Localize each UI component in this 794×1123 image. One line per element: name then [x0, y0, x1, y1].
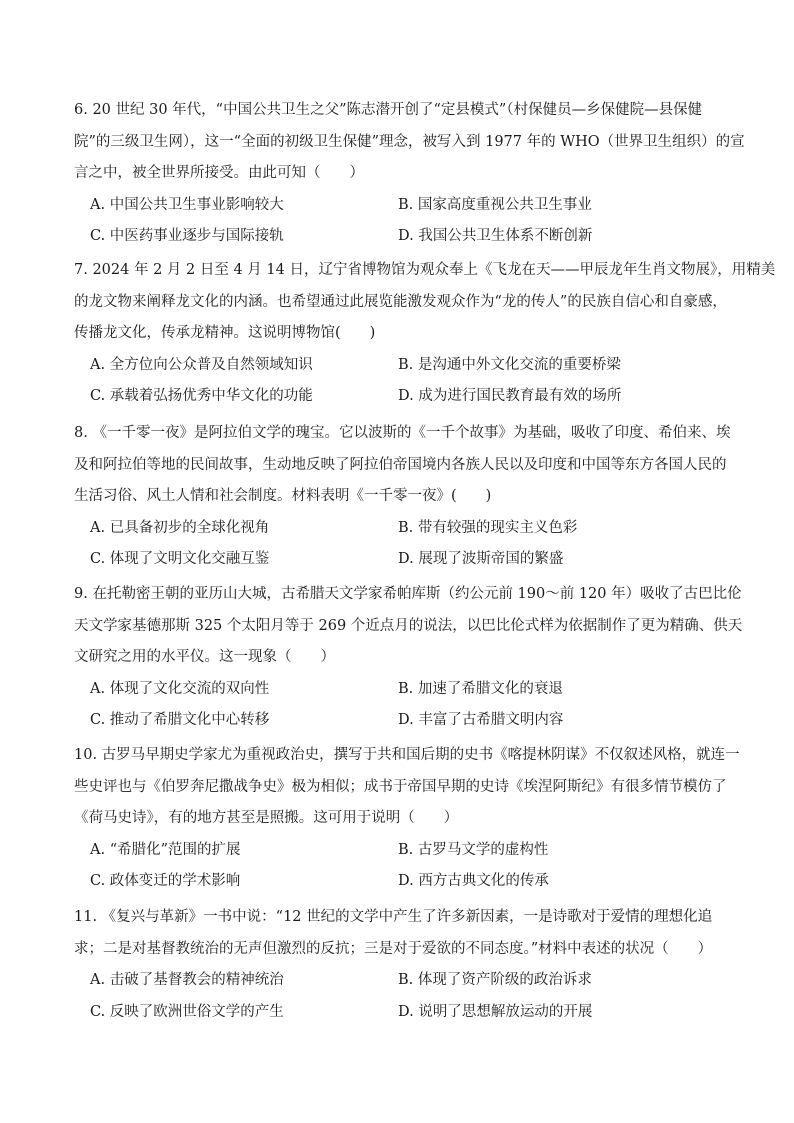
- option-d: D. 展现了波斯帝国的繁盛: [398, 551, 564, 567]
- option-b: B. 带有较强的现实主义色彩: [398, 519, 578, 536]
- question-8: [74, 418, 731, 576]
- option-c: C. 推动了希腊文化中心转移: [90, 712, 270, 728]
- question-text-line: 10. 古罗马早期史学家尤为重视政治史，撰写于共和国后期的史书《喀提林阴谋》不仅叙述风格，就连一: [74, 747, 740, 763]
- option-c: C. 中医药事业逐步与国际接轨: [90, 228, 284, 244]
- option-d: D. 说明了思想解放运动的开展: [398, 1003, 593, 1020]
- option-a: A. 中国公共卫生事业影响较大: [90, 196, 284, 213]
- question-text-line: 传播龙文化，传承龙精神。这说明博物馆( ): [74, 325, 376, 341]
- option-c: C. 政体变迁的学术影响: [90, 873, 241, 889]
- option-b: B. 体现了资产阶级的政治诉求: [398, 972, 592, 988]
- question-text-line: 及和阿拉伯等地的民间故事，生动地反映了阿拉伯帝国境内各族人民以及印度和中国等东方各国人民的: [74, 456, 727, 473]
- option-a: A. 全方位向公众普及自然领域知识: [90, 356, 313, 373]
- option-row: [74, 350, 724, 382]
- question-text-line: 生活习俗、风土人情和社会制度。材料表明《一千零一夜》( ): [74, 488, 492, 504]
- question-text-line: 言之中，被全世界所接受。由此可知（ ）: [74, 165, 364, 181]
- question-text-line: 天文学家基德那斯 325 个太阳月等于 269 个近点月的说法，以巴比伦式样为依据制作了更为精确、供天: [74, 617, 743, 634]
- option-b: B. 国家高度重视公共卫生事业: [398, 196, 592, 213]
- option-row: [74, 997, 724, 1029]
- option-a: A. 击破了基督教会的精神统治: [90, 972, 284, 988]
- question-11: [74, 902, 724, 1028]
- question-text-line: 《荷马史诗》，有的地方甚至是照搬。这可用于说明（ ）: [74, 810, 459, 826]
- option-b: B. 是沟通中外文化交流的重要桥梁: [398, 356, 621, 373]
- option-c: C. 反映了欧洲世俗文学的产生: [90, 1003, 284, 1020]
- question-text-line: 文研究之用的水平仪。这一现象（ ）: [74, 649, 335, 665]
- option-d: D. 我国公共卫生体系不断创新: [398, 228, 593, 244]
- question-10: [74, 740, 740, 898]
- option-b: B. 加速了希腊文化的衰退: [398, 680, 563, 697]
- option-a: A. “希腊化”范围的扩展: [90, 841, 241, 858]
- option-row: [74, 674, 724, 706]
- option-b: B. 古罗马文学的虚构性: [398, 841, 549, 858]
- question-text-line: 院”的三级卫生网），这一“全面的初级卫生保健”理念，被写入到 1977 年的 WHO（世界卫生组织）的宣: [74, 133, 745, 150]
- option-c: C. 体现了文明文化交融互鉴: [90, 551, 270, 567]
- option-a: A. 已具备初步的全球化视角: [90, 519, 270, 536]
- option-row: [74, 381, 724, 413]
- question-text-line: 7. 2024 年 2 月 2 日至 4 月 14 日，辽宁省博物馆为观众奉上《飞龙在天——甲辰龙年生肖文物展》，用精美: [74, 262, 776, 278]
- option-row: [74, 866, 724, 898]
- option-row: [74, 705, 724, 737]
- question-text-line: 11. 《复兴与革新》一书中说：“12 世纪的文学中产生了许多新因素，一是诗歌对于爱情的理想化追: [74, 909, 713, 925]
- question-text-line: 9. 在托勒密王朝的亚历山大城，古希腊天文学家希帕库斯（约公元前 190～前 120 年）吸收了古巴比伦: [74, 586, 742, 602]
- question-text-line: 8. 《一千零一夜》是阿拉伯文学的瑰宝。它以波斯的《一千个故事》为基础，吸收了印度、希伯来、埃: [74, 425, 731, 441]
- option-row: [74, 544, 724, 576]
- option-row: [74, 835, 724, 867]
- option-row: [74, 190, 724, 222]
- question-text-line: 些史评也与《伯罗奔尼撒战争史》极为相似；成书于帝国早期的史诗《埃涅阿斯纪》有很多情节模仿了: [74, 778, 727, 795]
- option-d: D. 西方古典文化的传承: [398, 873, 549, 889]
- question-9: [74, 579, 743, 737]
- question-text-line: 的龙文物来阐释龙文化的内涵。也希望通过此展览能激发观众作为“龙的传人”的民族自信心和自豪感，: [74, 293, 727, 310]
- option-row: [74, 513, 724, 545]
- option-row: [74, 965, 724, 997]
- option-a: A. 体现了文化交流的双向性: [90, 680, 270, 697]
- option-d: D. 成为进行国民教育最有效的场所: [398, 388, 622, 404]
- option-row: [74, 221, 724, 253]
- option-c: C. 承载着弘扬优秀中华文化的功能: [90, 388, 313, 404]
- question-text-line: 6. 20 世纪 30 年代，“中国公共卫生之父”陈志潜开创了“定县模式”（村保健员—乡保健院—县保健: [74, 102, 703, 118]
- option-d: D. 丰富了古希腊文明内容: [398, 712, 564, 728]
- question-7: [74, 255, 776, 413]
- question-text-line: 求；二是对基督教统治的无声但激烈的反抗；三是对于爱欲的不同态度。”材料中表述的状况（ ）: [74, 940, 713, 957]
- question-6: [74, 95, 745, 253]
